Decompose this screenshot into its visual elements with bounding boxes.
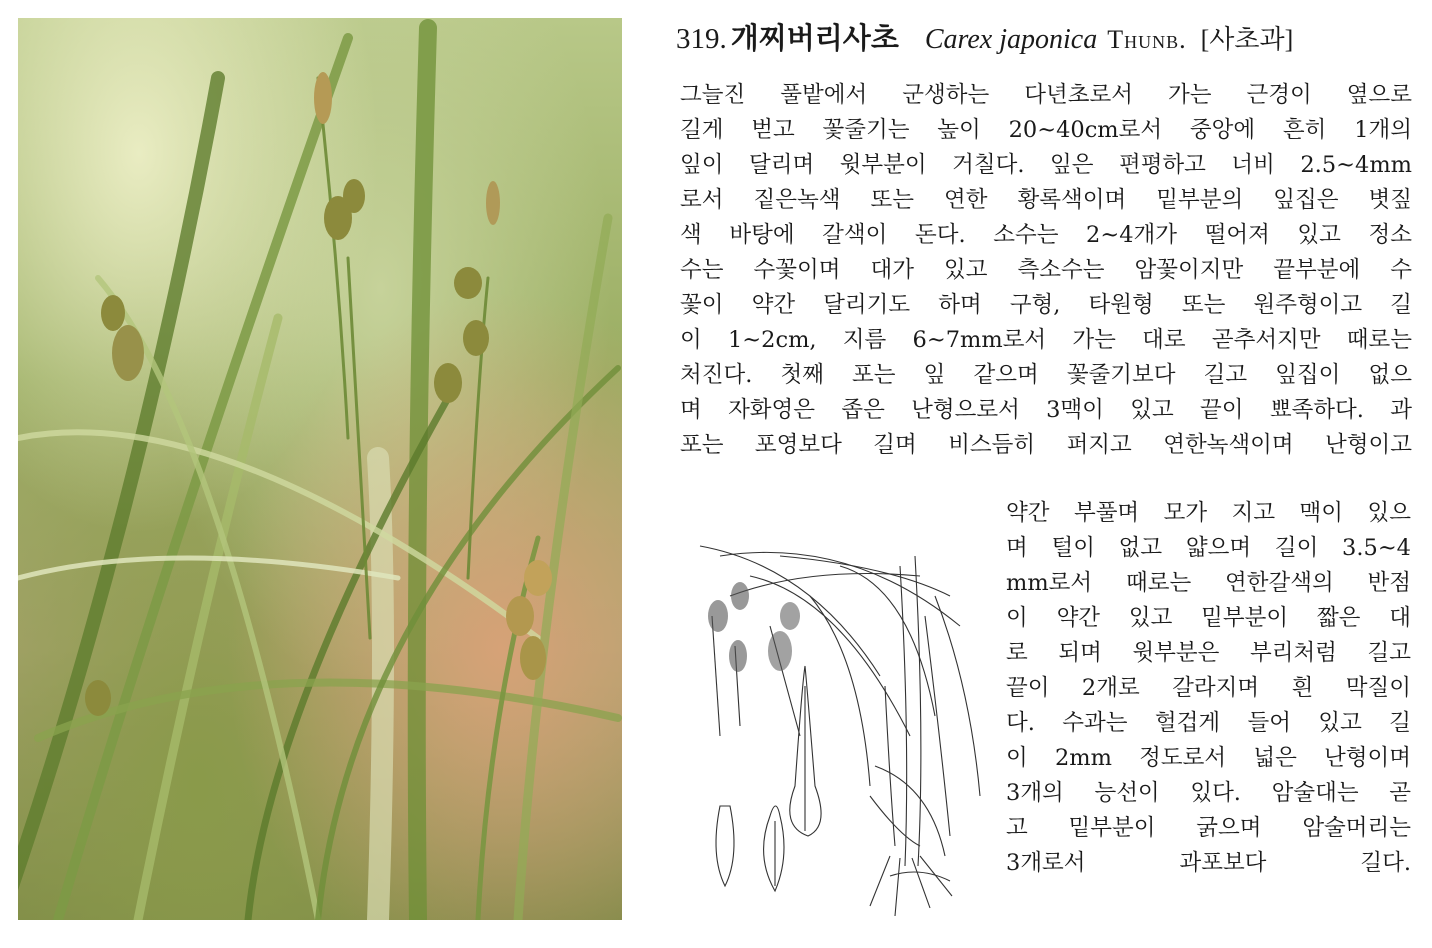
entry-number: 319. [676,23,727,55]
text-line: 그늘진 풀밭에서 군생하는 다년초로서 가는 근경이 옆으로 [680,82,1412,108]
text-line: 잎이 달리며 윗부분이 거칠다. 잎은 편평하고 너비 2.5~4mm [680,152,1412,178]
text-line: 로 되며 윗부분은 부리처럼 길고 [1006,640,1411,666]
text-line: 이 2mm 정도로서 넓은 난형이며 [1006,745,1411,771]
botanical-line-drawing [690,536,990,926]
text-line: 3개로서 과포보다 길다. [1006,850,1411,876]
sedge-sketch [690,536,990,926]
text-line: 고 밑부분이 굵으며 암술머리는 [1006,815,1411,841]
author-name: Thunb. [1107,25,1187,54]
text-line: 로서 짙은녹색 또는 연한 황록색이며 밑부분의 잎집은 볏짚 [680,187,1412,213]
text-line: 다. 수과는 헐겁게 들어 있고 길 [1006,710,1411,736]
text-line: 처진다. 첫째 포는 잎 같으며 꽃줄기보다 길고 잎집이 없으 [680,362,1412,388]
text-line: 수는 수꽃이며 대가 있고 측소수는 암꽃이지만 끝부분에 수 [680,257,1412,283]
text-line: 색 바탕에 갈색이 돈다. 소수는 2~4개가 떨어져 있고 정소 [680,222,1412,248]
text-line: 3개의 능선이 있다. 암술대는 곧 [1006,780,1411,806]
text-line: 며 자화영은 좁은 난형으로서 3맥이 있고 끝이 뾰족하다. 과 [680,397,1412,423]
entry-title [676,16,1416,60]
family-name: [사초과] [1200,25,1294,54]
text-line: 꽃이 약간 달리기도 하며 구형, 타원형 또는 원주형이고 길 [680,292,1412,318]
scientific-name: Carex japonica [924,24,1098,55]
text-line: 며 털이 없고 얇으며 길이 3.5~4 [1006,535,1411,561]
text-line: 이 1~2cm, 지름 6~7mm로서 가는 대로 곧추서지만 때로는 [680,327,1412,353]
description-paragraph [680,78,1412,463]
text-line: 약간 부풀며 모가 지고 맥이 있으 [1006,500,1411,526]
description-paragraph-continued [1006,496,1411,881]
text-line: 길게 벋고 꽃줄기는 높이 20~40cm로서 중앙에 흔히 1개의 [680,117,1412,143]
text-line: mm로서 때로는 연한갈색의 반점 [1006,570,1411,596]
text-line: 이 약간 있고 밑부분이 짧은 대 [1006,605,1411,631]
korean-name: 개찌버리사초 [730,21,899,55]
photo-grass-illustration [18,18,622,920]
text-line: 끝이 2개로 갈라지며 흰 막질이 [1006,675,1411,701]
text-line: 포는 포영보다 길며 비스듬히 퍼지고 연한녹색이며 난형이고 [680,432,1412,458]
plant-photo [18,18,622,920]
